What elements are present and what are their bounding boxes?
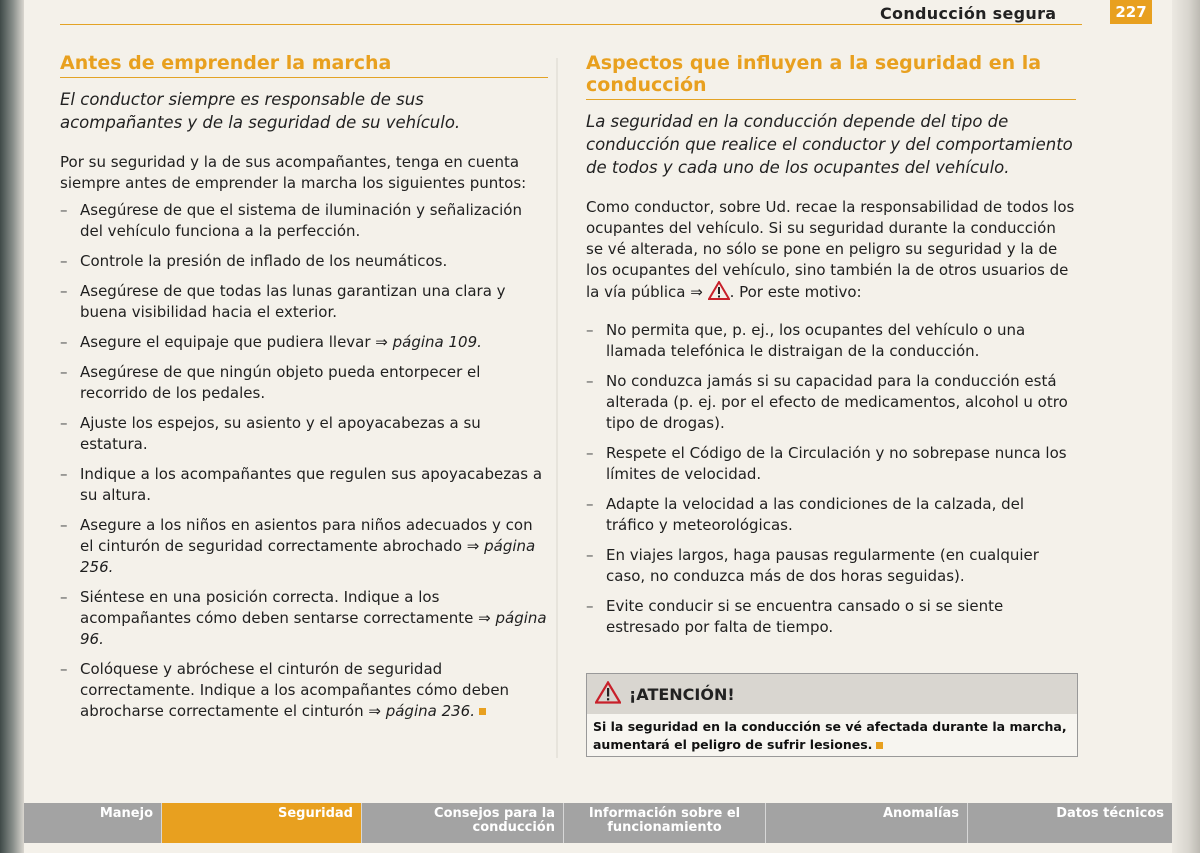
tab-anomalias[interactable]: Anomalías [766, 803, 968, 843]
warning-text: Si la seguridad en la conducción se vé afectada durante la marcha, aumentará el peligro de sufrir lesiones. [593, 719, 1067, 752]
end-marker [876, 742, 883, 749]
list-item: – Controle la presión de inflado de los neumáticos. [60, 251, 548, 272]
list-item: – Respete el Código de la Circulación y no sobrepase nunca los límites de velocidad. [586, 443, 1076, 485]
right-heading: Aspectos que influyen a la seguridad en la conducción [586, 52, 1076, 100]
left-column [60, 52, 548, 731]
left-checklist [60, 200, 548, 722]
list-item: – Siéntese en una posición correcta. Indique a los acompañantes cómo deben sentarse correctamente ⇒ página 96. [60, 587, 548, 650]
list-item: – En viajes largos, haga pausas regularmente (en cualquier caso, no conduzca más de dos horas seguidas). [586, 545, 1076, 587]
tab-consejos[interactable]: Consejos para la conducción [362, 803, 564, 843]
end-marker [479, 708, 486, 715]
left-heading: Antes de emprender la marcha [60, 52, 548, 78]
column-gutter [556, 58, 558, 758]
list-item: – Asegúrese de que el sistema de iluminación y señalización del vehículo funciona a la perfección. [60, 200, 548, 242]
page-edge [1172, 0, 1200, 853]
list-item: – Asegure el equipaje que pudiera llevar ⇒ página 109. [60, 332, 548, 353]
tab-manejo[interactable]: Manejo [24, 803, 162, 843]
left-intro: Por su seguridad y la de sus acompañantes, tenga en cuenta siempre antes de emprender la marcha los siguientes puntos: [60, 153, 527, 192]
list-item: – Adapte la velocidad a las condiciones de la calzada, del tráfico y meteorológicas. [586, 494, 1076, 536]
page-link[interactable]: página 236. [385, 702, 475, 720]
book-spine [0, 0, 24, 853]
page-link[interactable]: página 256. [80, 537, 536, 576]
list-item: – Indique a los acompañantes que regulen sus apoyacabezas a su altura. [60, 464, 548, 506]
left-lead: El conductor siempre es responsable de sus acompañantes y de la seguridad de su vehículo. [60, 90, 461, 132]
list-item: – Asegúrese de que ningún objeto pueda entorpecer el recorrido de los pedales. [60, 362, 548, 404]
page-link[interactable]: página 96. [80, 609, 547, 648]
tab-informacion[interactable]: Información sobre el funcionamiento [564, 803, 766, 843]
list-item: – Ajuste los espejos, su asiento y el apoyacabezas a su estatura. [60, 413, 548, 455]
list-item: – Colóquese y abróchese el cinturón de seguridad correctamente. Indique a los acompañantes cómo deben abrocharse correctamente el cinturón ⇒ página 236. [60, 659, 548, 722]
warning-box [586, 673, 1078, 757]
footer-nav [24, 803, 1172, 843]
warning-triangle-icon[interactable] [708, 281, 730, 306]
list-item: – Asegure a los niños en asientos para niños adecuados y con el cinturón de seguridad correctamente abrochado ⇒ página 256. [60, 515, 548, 578]
warning-heading: ¡ATENCIÓN! [629, 684, 735, 704]
right-lead: La seguridad en la conducción depende del tipo de conducción que realice el conductor y del comportamiento de todos y cada uno de los ocupantes del vehículo. [586, 112, 1073, 177]
list-item: – No permita que, p. ej., los ocupantes del vehículo o una llamada telefónica le distraigan de la conducción. [586, 320, 1076, 362]
header-rule [60, 24, 1082, 25]
list-item: – No conduzca jamás si su capacidad para la conducción está alterada (p. ej. por el efecto de medicamentos, alcohol u otro tipo de drogas). [586, 371, 1076, 434]
tab-seguridad[interactable]: Seguridad [162, 803, 362, 843]
right-column [586, 52, 1076, 647]
right-list [586, 320, 1076, 638]
warning-triangle-icon [595, 681, 629, 708]
right-intro: Como conductor, sobre Ud. recae la responsabilidad de todos los ocupantes del vehículo. Si su seguridad durante la conducción se vé alterada, no sólo se pone en peligro su seguridad y la de los ocupantes del vehículo, sino también la de otros usuarios de la vía pública ⇒ . Por este motivo: [586, 197, 1076, 306]
tab-datos-tecnicos[interactable]: Datos técnicos [1056, 806, 1164, 821]
page-link[interactable]: página 109. [392, 333, 482, 351]
warning-header [587, 674, 1077, 714]
list-item: – Evite conducir si se encuentra cansado o si se siente estresado por falta de tiempo. [586, 596, 1076, 638]
section-title: Conducción segura [880, 4, 1057, 23]
page-number: 227 [1110, 0, 1152, 24]
list-item: – Asegúrese de que todas las lunas garantizan una clara y buena visibilidad hacia el exterior. [60, 281, 548, 323]
